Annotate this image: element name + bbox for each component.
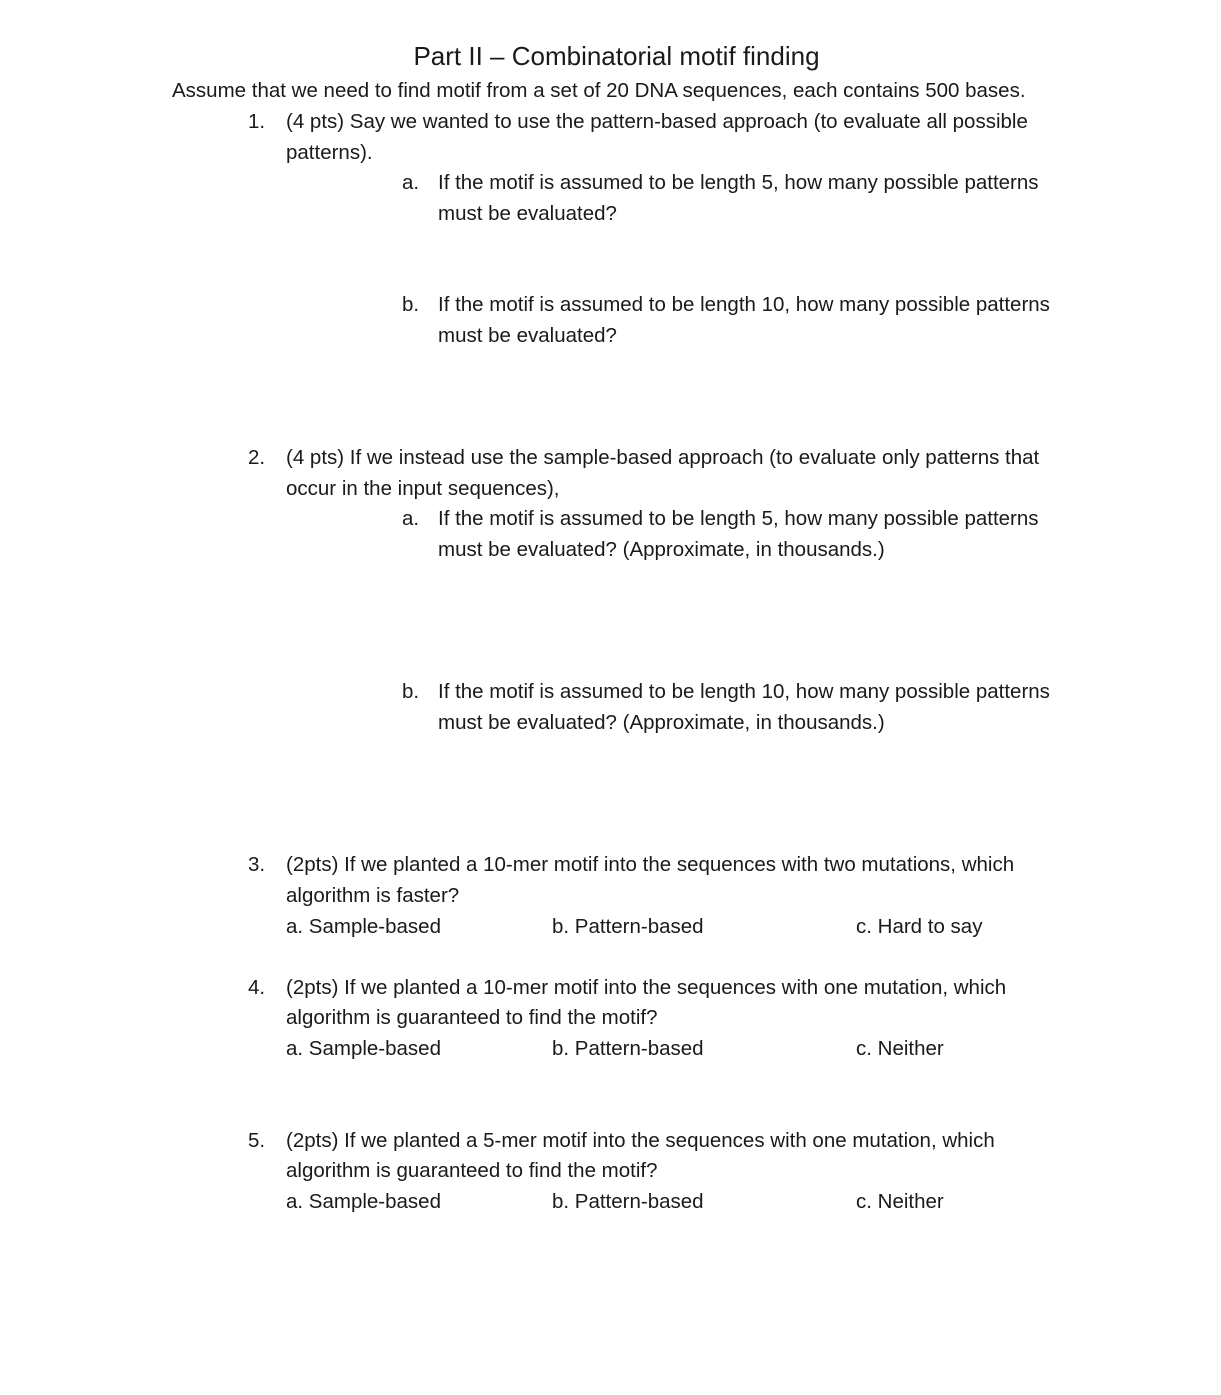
subpart-label: a. bbox=[402, 171, 420, 194]
answer-option-b: b. Pattern-based bbox=[552, 1037, 704, 1060]
answer-option-a: a. Sample-based bbox=[286, 1037, 441, 1060]
answer-option-b: b. Pattern-based bbox=[552, 1190, 704, 1213]
question-text: algorithm is guaranteed to find the motif? bbox=[286, 1159, 658, 1182]
question-number: 1. bbox=[248, 110, 266, 133]
question-text: patterns). bbox=[286, 141, 373, 164]
question-text: occur in the input sequences), bbox=[286, 477, 560, 500]
subpart-text: must be evaluated? (Approximate, in thousands.) bbox=[438, 538, 885, 561]
subpart-label: b. bbox=[402, 680, 420, 703]
intro-text: Assume that we need to find motif from a set of 20 DNA sequences, each contains 500 bases. bbox=[172, 79, 1026, 102]
question-number: 2. bbox=[248, 446, 266, 469]
question-text: (2pts) If we planted a 10-mer motif into the sequences with one mutation, which bbox=[286, 976, 1007, 999]
answer-option-b: b. Pattern-based bbox=[552, 915, 704, 938]
subpart-text: If the motif is assumed to be length 10, how many possible patterns bbox=[438, 680, 1050, 703]
question-text: (4 pts) Say we wanted to use the pattern-based approach (to evaluate all possible bbox=[286, 110, 1028, 133]
question-text: algorithm is guaranteed to find the motif? bbox=[286, 1006, 658, 1029]
question-text: (2pts) If we planted a 5-mer motif into the sequences with one mutation, which bbox=[286, 1129, 995, 1152]
answer-option-a: a. Sample-based bbox=[286, 915, 441, 938]
question-number: 4. bbox=[248, 976, 266, 999]
subpart-label: a. bbox=[402, 507, 420, 530]
question-number: 5. bbox=[248, 1129, 266, 1152]
question-text: (4 pts) If we instead use the sample-based approach (to evaluate only patterns that bbox=[286, 446, 1040, 469]
subpart-text: If the motif is assumed to be length 10, how many possible patterns bbox=[438, 293, 1050, 316]
question-text: (2pts) If we planted a 10-mer motif into the sequences with two mutations, which bbox=[286, 853, 1015, 876]
question-text: algorithm is faster? bbox=[286, 884, 460, 907]
answer-option-a: a. Sample-based bbox=[286, 1190, 441, 1213]
subpart-text: must be evaluated? bbox=[438, 324, 617, 347]
page-title: Part II – Combinatorial motif finding bbox=[413, 41, 820, 71]
answer-option-c: c. Neither bbox=[856, 1037, 944, 1060]
question-number: 3. bbox=[248, 853, 266, 876]
subpart-label: b. bbox=[402, 293, 420, 316]
answer-option-c: c. Neither bbox=[856, 1190, 944, 1213]
subpart-text: If the motif is assumed to be length 5, how many possible patterns bbox=[438, 171, 1039, 194]
subpart-text: must be evaluated? bbox=[438, 202, 617, 225]
subpart-text: If the motif is assumed to be length 5, how many possible patterns bbox=[438, 507, 1039, 530]
subpart-text: must be evaluated? (Approximate, in thousands.) bbox=[438, 711, 885, 734]
answer-option-c: c. Hard to say bbox=[856, 915, 983, 938]
